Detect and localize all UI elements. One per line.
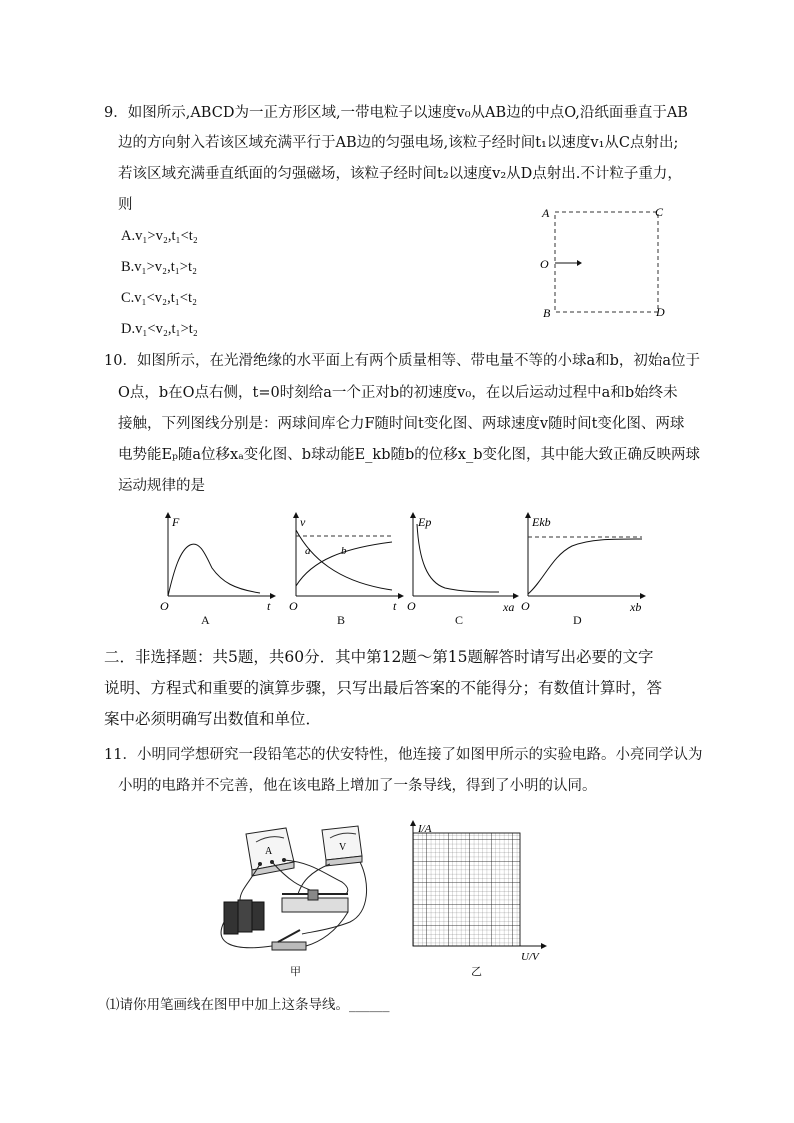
q11-subquestion-1: ⑴请你用笔画线在图甲中加上这条导线。______ (106, 997, 390, 1013)
q10-graph-a-origin: O (160, 599, 169, 613)
switch (272, 930, 306, 950)
q9-line4: 则 (118, 197, 133, 213)
q10-graph-d (520, 510, 650, 630)
q9-label-b: B (543, 306, 551, 320)
q10-line1: 10．如图所示，在光滑绝缘的水平面上有两个质量相等、带电量不等的小球a和b，初始a位于 (104, 353, 701, 369)
q10-graph-c (405, 510, 525, 630)
battery (224, 900, 264, 934)
q10-graph-b-caption: B (337, 613, 346, 627)
q10-graph-d-origin: O (521, 599, 530, 613)
voltmeter (322, 826, 362, 866)
q10-graph-b-ylabel: v (300, 515, 306, 529)
q10-graph-d-caption: D (573, 613, 582, 627)
q10-graph-c-caption: C (455, 613, 464, 627)
q10-graph-c-xlabel: xa (503, 600, 515, 614)
q10-graph-a-caption: A (201, 613, 210, 627)
q9-option-d: D.v₁<v₂,t₁>t₂ (121, 321, 198, 337)
q11-line2: 小明的电路并不完善，他在该电路上增加了一条导线，得到了小明的认同。 (118, 778, 597, 794)
q9-option-a: A.v₁>v₂,t₁<t₂ (121, 228, 198, 244)
q9-line1: 9．如图所示,ABCD为一正方形区域,一带电粒子以速度v₀从AB边的中点O,沿纸面垂直于AB (104, 105, 688, 121)
q9-option-c: C.v₁<v₂,t₁<t₂ (121, 290, 198, 306)
q10-graph-b-curve-a-label: a (305, 545, 311, 557)
q9-label-d: D (656, 305, 665, 319)
q10-graph-b-origin: O (289, 599, 298, 613)
q10-graph-c-ylabel: Ep (418, 515, 432, 529)
q9-label-o: O (540, 257, 549, 271)
q10-graph-c-origin: O (407, 599, 416, 613)
q10-line3: 接触，下列图线分别是：两球间库仑力F随时间t变化图、两球速度v随时间t变化图、两球 (118, 416, 685, 432)
section2-line3: 案中必须明确写出数值和单位． (104, 710, 322, 728)
q10-graph-d-xlabel: xb (630, 600, 642, 614)
q11-line1: 11．小明同学想研究一段铅笔芯的伏安特性，他连接了如图甲所示的实验电路。小亮同学认为 (104, 747, 703, 763)
rheostat (282, 890, 348, 912)
q10-graph-a-xlabel: t (267, 599, 271, 613)
q10-line5: 运动规律的是 (118, 478, 205, 494)
q9-label-c: C (655, 205, 664, 219)
q11-caption-yi: 乙 (471, 965, 482, 978)
q9-line3: 若该区域充满垂直纸面的匀强磁场，该粒子经时间t₂以速度v₂从D点射出.不计粒子重力， (118, 166, 682, 182)
q9-line2: 边的方向射入若该区域充满平行于AB边的匀强电场,该粒子经时间t₁以速度v₁从C点射出; (118, 135, 679, 151)
q10-graph-d-ylabel: Ekb (532, 515, 551, 529)
section2-line2: 说明、方程式和重要的演算步骤，只写出最后答案的不能得分；有数值计算时，答 (104, 679, 663, 697)
q11-iu-grid (405, 818, 555, 963)
q11-caption-jia: 甲 (290, 965, 301, 978)
ammeter (246, 828, 294, 876)
q11-grid-ylabel: I/A (418, 823, 432, 835)
q10-graph-b (288, 510, 408, 630)
q10-graph-a-ylabel: F (172, 515, 180, 529)
q10-line4: 电势能Eₚ随a位移xₐ变化图、b球动能E_kb随b的位移x_b变化图，其中能大致正确反映两球 (118, 447, 700, 463)
q11-grid-xlabel: U/V (521, 951, 539, 963)
q9-label-a: A (542, 206, 550, 220)
q10-line2: O点，b在O点右侧，t=0时刻给a一个正对b的初速度v₀，在以后运动过程中a和b始终未 (118, 385, 678, 401)
q10-graph-b-curve-b-label: b (341, 545, 347, 557)
section2-line1: 二．非选择题：共5题，共60分．其中第12题～第15题解答时请写出必要的文字 (104, 648, 654, 666)
ammeter-label: A (265, 846, 273, 857)
voltmeter-label: V (339, 842, 347, 853)
q9-option-b: B.v₁>v₂,t₁>t₂ (121, 259, 198, 275)
q11-circuit-figure (210, 822, 380, 967)
q10-graph-a (160, 510, 280, 630)
q10-graph-b-xlabel: t (393, 599, 397, 613)
q9-square-figure (535, 200, 675, 325)
